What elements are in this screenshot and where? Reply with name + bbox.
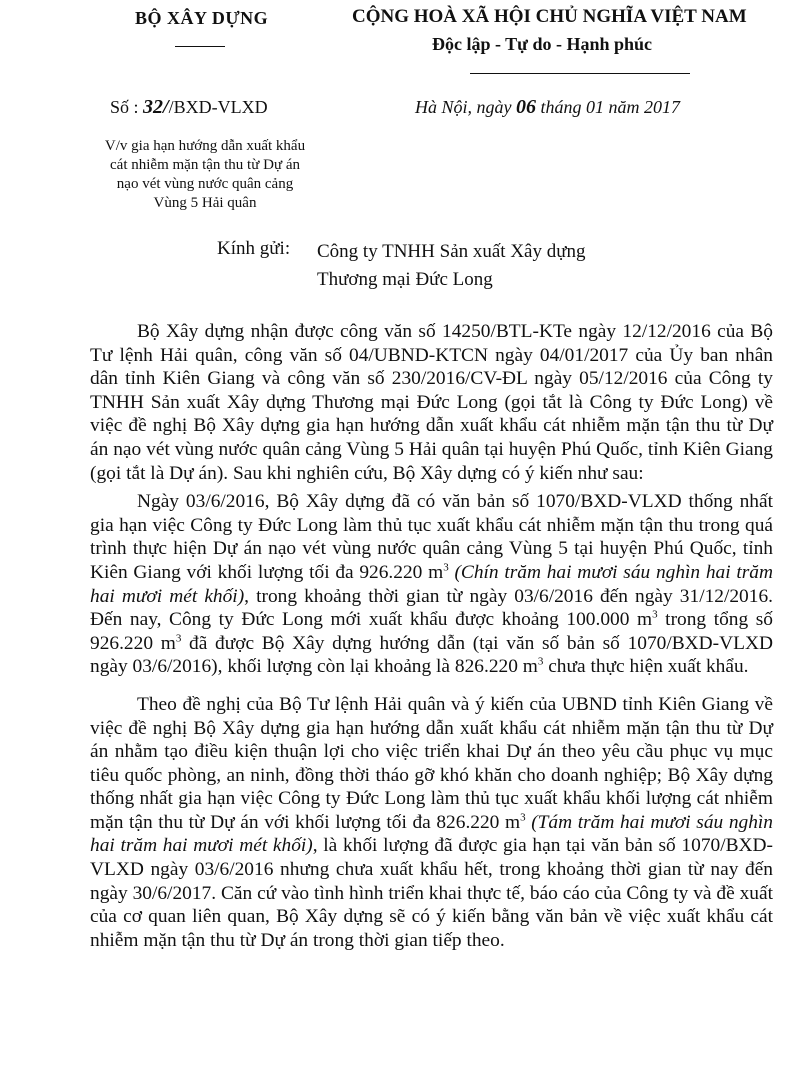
recipient-name <box>317 238 586 294</box>
recipient-label: Kính gửi: <box>217 238 291 259</box>
p3-text-c: , là khối lượng đã được gia hạn tại văn bản số 1070/BXD-VLXD ngày 03/6/2016 nhưng chưa xuất khẩu hết, trong khoảng thời gian từ nay đến ngày 30/6/2017. Căn cứ vào tình hình triển khai thực tế, báo cáo của Công ty và đề xuất của cơ quan liên quan, Bộ Xây dựng sẽ có ý kiến bằng văn bản về việc xuất khẩu cát nhiễm mặn tận thu từ Dự án trong thời gian tiếp theo. <box>90 835 773 951</box>
document-number <box>110 96 268 119</box>
superscript: 3 <box>443 561 449 574</box>
subject-line: V/v gia hạn hướng dẫn xuất khẩu <box>104 138 306 154</box>
national-title: CỘNG HOÀ XÃ HỘI CHỦ NGHĨA VIỆT NAM <box>352 6 747 27</box>
body-paragraph-2 <box>90 490 773 679</box>
doc-number-handwritten: 32/ <box>143 96 169 118</box>
subject-line: nạo vét vùng nước quân cảng <box>116 176 294 192</box>
body-paragraph-3 <box>90 693 773 953</box>
subject-block <box>55 137 355 213</box>
superscript: 3 <box>537 655 544 668</box>
p3-text-a: Theo đề nghị của Bộ Tư lệnh Hải quân và ý kiến của UBND tỉnh Kiên Giang về việc đề nghị Bộ Xây dựng gia hạn hướng dẫn xuất khẩu cát nhiễm mặn tận thu từ Dự án nhằm tạo điều kiện thuận lợi cho việc triển khai Dự án theo yêu cầu phục vụ mục tiêu quốc phòng, an ninh, đồng thời tháo gỡ khó khăn cho doanh nghiệp; Bộ Xây dựng thống nhất gia hạn việc Công ty Đức Long làm thủ tục xuất khẩu khối lượng cát nhiễm mặn tận thu từ Dự án với khối lượng tối đa 826.220 m <box>90 693 773 833</box>
ministry-name: BỘ XÂY DỰNG <box>135 8 269 28</box>
p2-text-a: Ngày 03/6/2016, Bộ Xây dựng đã có văn bản số 1070/BXD-VLXD thống nhất gia hạn việc Công ty Đức Long làm thủ tục xuất khẩu cát nhiễm mặn tận thu trong quá trình thực hiện Dự án nạo vét vùng nước quân cảng Vùng 5 tại huyện Phú Quốc, tỉnh Kiên Giang với khối lượng tối đa 926.220 m <box>90 491 773 583</box>
place-suffix: tháng 01 năm 2017 <box>540 97 680 117</box>
place-date <box>415 96 680 119</box>
document-body <box>90 320 773 966</box>
motto-underline <box>470 73 690 74</box>
p2-italic: (Chín trăm hai mươi sáu nghìn hai trăm hai mươi mét khối) <box>90 561 774 607</box>
place-prefix: Hà Nội, ngày <box>415 97 512 117</box>
recipient-line-1: Công ty TNHH Sản xuất Xây dựng <box>317 241 586 262</box>
p2-text-d: trong tổng số 926.220 m <box>90 609 773 654</box>
superscript: 3 <box>652 608 658 621</box>
p2-text-c: , trong khoảng thời gian từ ngày 03/6/2016 đến ngày 31/12/2016. Đến nay, Công ty Đức Long mới xuất khẩu được khoảng 100.000 m <box>90 585 773 631</box>
ministry-underline <box>175 46 225 47</box>
p2-text-e: đã được Bộ Xây dựng hướng dẫn (tại văn số bản số 1070/BXD-VLXD ngày 03/6/2016), khối lượng còn lại khoảng là 826.220 m <box>90 632 773 678</box>
recipient-line-2: Thương mại Đức Long <box>317 269 493 290</box>
subject-line: cát nhiễm mặn tận thu từ Dự án <box>110 157 300 173</box>
superscript: 3 <box>520 811 526 824</box>
p3-italic: (Tám trăm hai mươi sáu nghìn hai trăm hai mươi mét khối) <box>90 811 773 857</box>
body-paragraph-1: Bộ Xây dựng nhận được công văn số 14250/BTL-KTe ngày 12/12/2016 của Bộ Tư lệnh Hải quân, công văn số 04/UBND-KTCN ngày 04/01/2017 của Ủy ban nhân dân tỉnh Kiên Giang và công văn số 230/2016/CV-ĐL ngày 05/12/2016 của Công ty TNHH Sản xuất Xây dựng Thương mại Đức Long (gọi tắt là Công ty Đức Long) về việc đề nghị Bộ Xây dựng gia hạn hướng dẫn xuất khẩu cát nhiễm mặn tận thu từ Dự án nạo vét vùng nước quân cảng Vùng 5 Hải quân tại huyện Phú Quốc, tỉnh Kiên Giang (gọi tắt là Dự án). Sau khi nghiên cứu, Bộ Xây dựng có ý kiến như sau: <box>90 321 773 484</box>
doc-number-suffix: /BXD-VLXD <box>168 97 268 117</box>
national-motto: Độc lập - Tự do - Hạnh phúc <box>432 34 653 54</box>
subject-line: Vùng 5 Hải quân <box>153 195 257 211</box>
date-day: 06 <box>516 96 536 118</box>
p2-text-f: chưa thực hiện xuất khẩu. <box>543 656 749 678</box>
superscript: 3 <box>175 632 182 645</box>
doc-number-prefix: Số : <box>110 97 139 117</box>
